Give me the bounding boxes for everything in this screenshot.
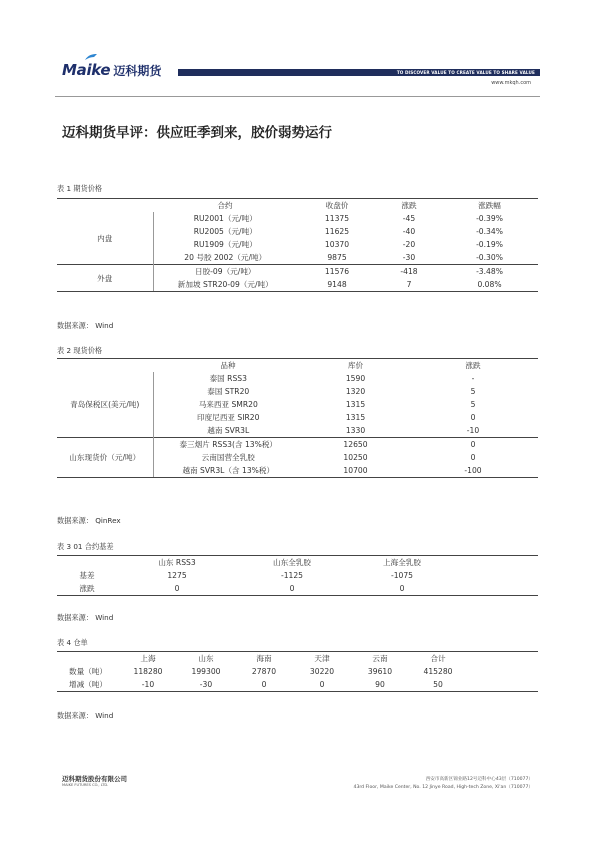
cell: 39610: [367, 667, 393, 676]
col-header: 涨跌: [377, 199, 441, 213]
col-header: 海南: [235, 652, 293, 666]
close-price: 11375: [324, 214, 350, 223]
price: 10250: [343, 453, 368, 462]
close-price: 11576: [297, 265, 377, 279]
cell: 50: [409, 678, 467, 692]
col-header: 云南: [351, 652, 409, 666]
change: -20: [402, 240, 416, 249]
col-header: 上海全乳胶: [347, 556, 457, 570]
cell: -10: [119, 678, 177, 692]
table-row: [57, 212, 538, 225]
table-row: [57, 438, 538, 452]
logo-swoosh-icon: [84, 53, 98, 61]
group-label-qingdao: 青岛保税区(美元/吨): [57, 372, 153, 438]
table-row: [57, 265, 538, 279]
price: 1590: [345, 374, 366, 383]
col-header: 山东 RSS3: [117, 556, 237, 570]
futures-price-table: [57, 198, 538, 292]
logo-wordmark: Maike: [62, 61, 110, 79]
change-pct: -0.19%: [476, 240, 503, 249]
cell: 0: [235, 678, 293, 692]
price: 10700: [303, 464, 408, 478]
table-header-row: [57, 652, 538, 666]
change: -100: [408, 464, 538, 478]
footer-address-en: 43rd Floor, Maike Center, No. 12 Jinye Road, High-tech Zone, Xi'an（710077）: [353, 785, 533, 790]
table2-caption: 表 2 现货价格: [57, 346, 103, 355]
col-header: 天津: [293, 652, 351, 666]
cell: -30: [177, 678, 235, 692]
cell: 0: [293, 678, 351, 692]
price: 1320: [345, 387, 366, 396]
price: 1315: [345, 400, 366, 409]
cell: 0: [347, 582, 457, 596]
contract-name: 日胶-09（元/吨）: [153, 265, 297, 279]
variety: 泰国 STR20: [207, 387, 250, 396]
change: -10: [466, 426, 480, 435]
price: 1315: [345, 413, 366, 422]
table2-source: 数据来源： QinRex: [57, 516, 121, 525]
row-label: 基差: [79, 571, 95, 580]
variety: 马来西亚 SMR20: [198, 400, 258, 409]
contract-name: 20 号胶 2002（元/吨）: [184, 253, 267, 262]
change: 7: [377, 278, 441, 292]
table4-source: 数据来源： Wind: [57, 711, 114, 720]
cell: 199300: [191, 667, 221, 676]
row-label: 涨跌: [57, 582, 117, 596]
contract-name: 新加坡 STR20-09（元/吨）: [153, 278, 297, 292]
contract-name: RU2001（元/吨）: [193, 214, 257, 223]
price: 12650: [303, 438, 408, 452]
col-header: 涨跌幅: [441, 199, 538, 213]
table3-caption: 表 3 01 合约基差: [57, 542, 114, 551]
col-header: 收盘价: [297, 199, 377, 213]
table1-caption: 表 1 期货价格: [57, 184, 103, 193]
table3-source: 数据来源： Wind: [57, 613, 114, 622]
group-label-shandong: 山东现货价（元/吨）: [57, 438, 153, 478]
variety: 印度尼西亚 SIR20: [197, 413, 260, 422]
spot-price-table: [57, 358, 538, 478]
change: -30: [402, 253, 416, 262]
table4-caption: 表 4 仓单: [57, 638, 88, 647]
company-logo: [62, 60, 161, 80]
header-website: www.mkqh.com: [491, 80, 531, 86]
table-row: [57, 569, 538, 582]
change-pct: -0.30%: [476, 253, 503, 262]
variety: 云南国营全乳胶: [201, 453, 255, 462]
change: 0: [470, 453, 476, 462]
col-header: 合约: [153, 199, 297, 213]
cell: 415280: [423, 667, 453, 676]
close-price: 9875: [327, 253, 347, 262]
table-row: [57, 372, 538, 385]
table-row: [57, 665, 538, 678]
change-pct: 0.08%: [441, 278, 538, 292]
change: -: [471, 374, 475, 383]
col-header: 合计: [409, 652, 467, 666]
group-label-domestic: 内盘: [57, 212, 153, 265]
change-pct: -3.48%: [441, 265, 538, 279]
cell: 0: [117, 582, 237, 596]
change: 5: [470, 400, 476, 409]
price: 1330: [345, 426, 366, 435]
close-price: 9148: [297, 278, 377, 292]
table-header-row: [57, 199, 538, 213]
change: 0: [408, 438, 538, 452]
footer-company-cn: 迈科期货股份有限公司: [62, 775, 127, 783]
cell: -1125: [280, 571, 304, 580]
footer-company-en: MAIKE FUTURES CO., LTD.: [62, 783, 109, 787]
row-label: 增减（吨）: [57, 678, 119, 692]
change: -418: [377, 265, 441, 279]
change: 0: [470, 413, 476, 422]
header-divider: [55, 96, 540, 97]
variety: 泰国 RSS3: [209, 374, 247, 383]
row-label: 数量（吨）: [69, 667, 107, 676]
cell: 90: [351, 678, 409, 692]
col-header: 上海: [119, 652, 177, 666]
variety: 越南 SVR3L: [207, 426, 250, 435]
cell: 118280: [133, 667, 163, 676]
cell: 30220: [309, 667, 335, 676]
footer-address-cn: 西安市高新区锦业路12号迈科中心43层（710077）: [425, 777, 533, 782]
table-header-row: [57, 556, 538, 570]
group-label-foreign: 外盘: [57, 265, 153, 292]
change: -45: [402, 214, 416, 223]
col-header: 涨跌: [408, 359, 538, 373]
contract-name: RU2005（元/吨）: [193, 227, 257, 236]
change-pct: -0.39%: [476, 214, 503, 223]
close-price: 11625: [324, 227, 350, 236]
variety: 泰三烟片 RSS3(含 13%税）: [153, 438, 303, 452]
table1-source: 数据来源： Wind: [57, 321, 114, 330]
change: 5: [470, 387, 476, 396]
close-price: 10370: [324, 240, 350, 249]
col-header: 库价: [303, 359, 408, 373]
cell: -1075: [390, 571, 414, 580]
col-header: 山东: [177, 652, 235, 666]
table-row: [57, 582, 538, 596]
cell: 27870: [251, 667, 277, 676]
table-header-row: [57, 359, 538, 373]
cell: 1275: [167, 571, 187, 580]
header-slogan: TO DISCOVER VALUE TO CREATE VALUE TO SHARE VALUE: [396, 70, 535, 75]
change-pct: -0.34%: [476, 227, 503, 236]
variety: 越南 SVR3L（含 13%税）: [153, 464, 303, 478]
change: -40: [402, 227, 416, 236]
table-row: [57, 678, 538, 692]
col-header: 品种: [153, 359, 303, 373]
cell: 0: [237, 582, 347, 596]
report-title: 迈科期货早评：供应旺季到来，胶价弱势运行: [62, 125, 332, 141]
col-header: 山东全乳胶: [237, 556, 347, 570]
contract-name: RU1909（元/吨）: [193, 240, 257, 249]
logo-cn-text: 迈科期货: [113, 63, 162, 78]
basis-table: [57, 555, 538, 596]
warehouse-receipt-table: [57, 651, 538, 692]
